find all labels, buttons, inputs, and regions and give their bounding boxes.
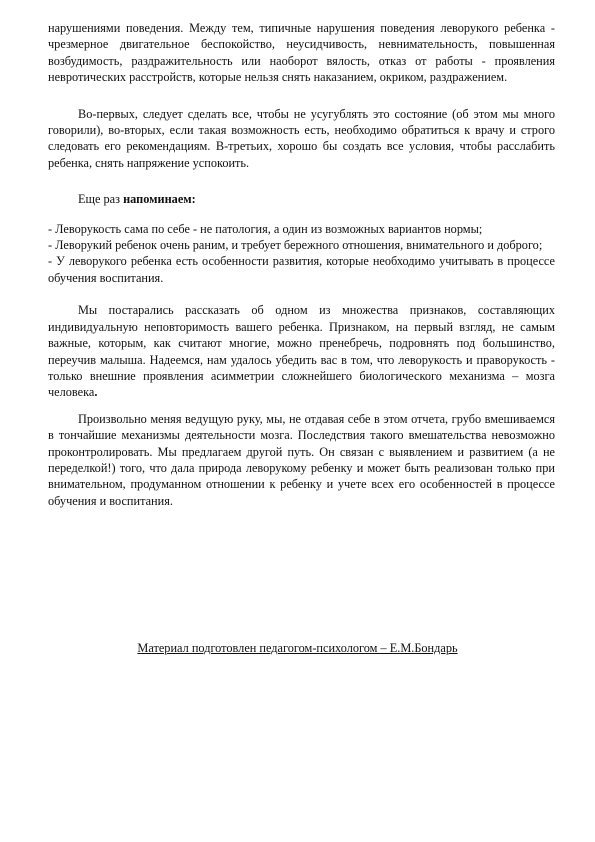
list-item: - У леворукого ребенка есть особенности развития, которые необходимо учитывать в процессе обучения воспитания. xyxy=(48,254,555,285)
uniqueness-end: . xyxy=(94,385,98,400)
list-item: - Леворукий ребенок очень раним, и требует бережного отношения, внимательного и доброго; xyxy=(48,238,543,253)
reminder-list xyxy=(48,221,555,287)
paragraph-behavior: нарушениями поведения. Между тем, типичные нарушения поведения леворукого ребенка - чрезмерное двигательное беспокойство, неусидчивость, невнимательность, повышенная возбудимость, раздражительность или наоборот вялость, отказ от работы - проявления невротических расстройств, которые нельзя снять наказанием, окриком, раздражением. xyxy=(48,21,555,85)
list-item: - Леворукость сама по себе - не патология, а один из возможных вариантов нормы; xyxy=(48,221,483,236)
reminder-bold: напоминаем: xyxy=(123,192,196,207)
paragraph-first-steps: Во-первых, следует сделать все, чтобы не усугублять это состояние (об этом мы много говорили), во-вторых, если такая возможность есть, необходимо обратиться к врачу и строго следовать его рекомендациям. В-третьих, хорошо бы создать все условия, чтобы расслабить ребенка, снять напряжение успокоить. xyxy=(48,106,555,170)
author-credit-text: Материал подготовлен педагогом-психологом – Е.М.Бондарь xyxy=(137,641,458,655)
paragraph-reminder xyxy=(48,191,555,207)
reminder-prefix: Еще раз xyxy=(78,192,124,207)
paragraph-conclusion: Произвольно меняя ведущую руку, мы, не отдавая себе в этом отчета, грубо вмешиваемся в тончайшие механизмы деятельности мозга. Последствия такого вмешательства невозможно проконтролировать. Мы предлагаем другой путь. Он связан с выявлением и развитием (а не переделкой!) того, что дала природа леворукому ребенку и может быть реализован только при внимательном, продуманном отношении к ребенку и учете всех его особенностей в процессе обучения и воспитания. xyxy=(48,411,555,508)
author-credit xyxy=(0,640,595,656)
paragraph-uniqueness xyxy=(48,302,555,400)
uniqueness-text: Мы постарались рассказать об одном из множества признаков, составляющих индивидуальную неповторимость вашего ребенка. Признаком, на первый взгляд, не самым важные, которым, как считают многие, можно пренебречь, подровнять под большинство, переучив малыша. Надеемся, нам удалось убедить вас в том, что леворукость и праворукость - только внешние проявления асимметрии сложнейшего биологического механизма – мозга человека xyxy=(48,303,555,400)
document-body xyxy=(48,20,555,509)
